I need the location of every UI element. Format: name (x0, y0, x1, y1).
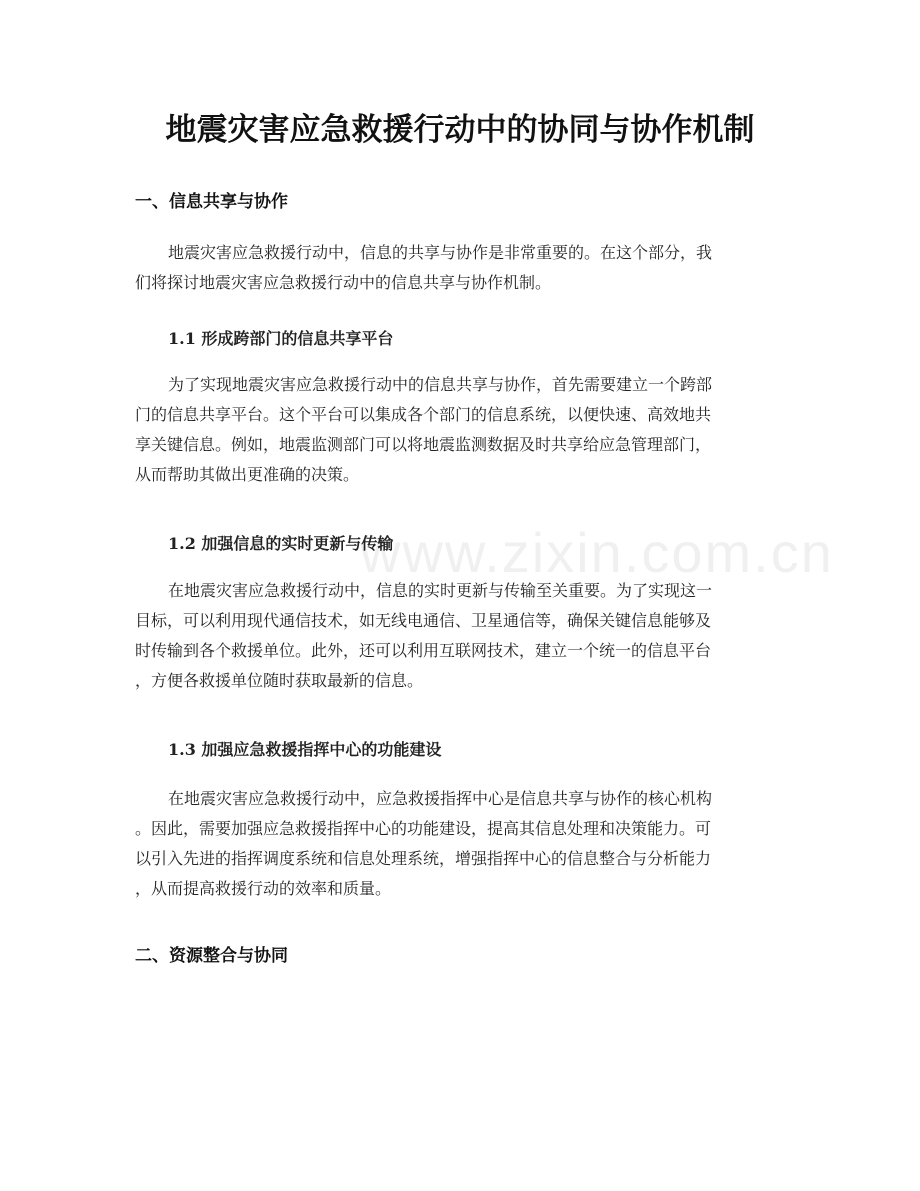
paragraph-line: 从而帮助其做出更准确的决策。 (135, 465, 360, 484)
paragraph-line: 地震灾害应急救援行动中，信息的共享与协作是非常重要的。在这个部分，我 (168, 243, 713, 262)
subsection-1-3-paragraph (135, 784, 785, 904)
subsection-heading-1-2: 1.2 加强信息的实时更新与传输 (168, 534, 394, 553)
paragraph-line: 目标，可以利用现代通信技术，如无线电通信、卫星通信等，确保关键信息能够及 (135, 611, 712, 630)
paragraph-line: 门的信息共享平台。这个平台可以集成各个部门的信息系统，以便快速、高效地共 (135, 405, 712, 424)
paragraph-line: 们将探讨地震灾害应急救援行动中的信息共享与协作机制。 (135, 273, 552, 292)
subsection-1-2-paragraph (135, 576, 785, 696)
paragraph-line: 在地震灾害应急救援行动中，信息的实时更新与传输至关重要。为了实现这一 (168, 581, 713, 600)
section-heading-2: 二、资源整合与协同 (135, 946, 288, 966)
subsection-heading-1-1: 1.1 形成跨部门的信息共享平台 (168, 329, 394, 348)
section1-intro-paragraph (135, 238, 785, 298)
paragraph-line: 以引入先进的指挥调度系统和信息处理系统，增强指挥中心的信息整合与分析能力 (135, 849, 712, 868)
paragraph-line: ，从而提高救援行动的效率和质量。 (135, 879, 392, 898)
paragraph-line: 为了实现地震灾害应急救援行动中的信息共享与协作，首先需要建立一个跨部 (168, 375, 713, 394)
paragraph-line: ，方便各救援单位随时获取最新的信息。 (135, 671, 424, 690)
paragraph-line: 在地震灾害应急救援行动中，应急救援指挥中心是信息共享与协作的核心机构 (168, 789, 713, 808)
paragraph-line: 享关键信息。例如，地震监测部门可以将地震监测数据及时共享给应急管理部门， (135, 435, 712, 454)
document-title: 地震灾害应急救援行动中的协同与协作机制 (165, 112, 755, 148)
paragraph-line: 。因此，需要加强应急救援指挥中心的功能建设，提高其信息处理和决策能力。可 (135, 819, 712, 838)
watermark: www.zixin.com.cn (360, 521, 834, 584)
section-heading-1: 一、信息共享与协作 (135, 192, 288, 212)
subsection-heading-1-3: 1.3 加强应急救援指挥中心的功能建设 (168, 740, 442, 759)
subsection-1-1-paragraph (135, 370, 785, 490)
paragraph-line: 时传输到各个救援单位。此外，还可以利用互联网技术，建立一个统一的信息平台 (135, 641, 712, 660)
